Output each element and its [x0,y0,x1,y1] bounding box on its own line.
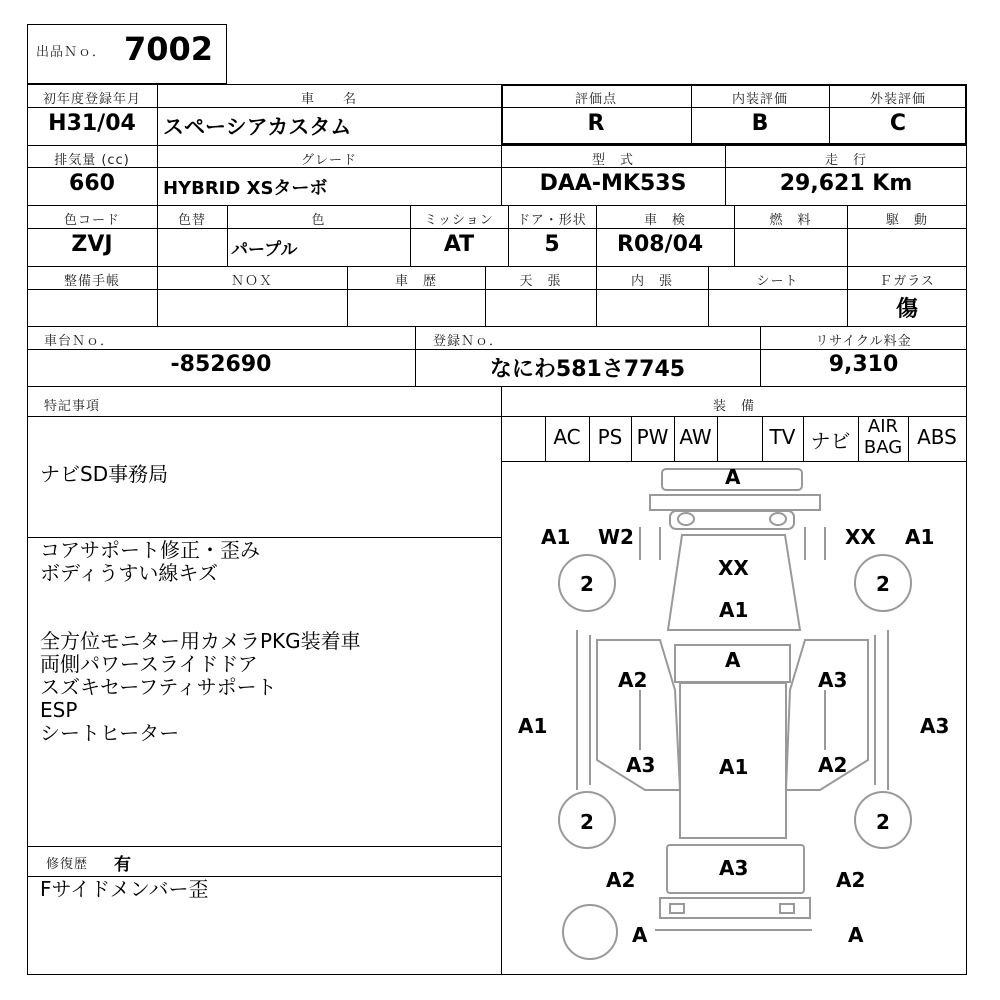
equipment-label: 装 備 [712,399,755,414]
notes-line: 両側パワースライドドア [40,652,258,676]
grade-value: HYBRID XSターボ [163,178,328,199]
damage-fl-a1: A1 [541,525,571,549]
car-history-label: 車 歴 [394,274,437,289]
equip-item: PS [597,425,623,449]
notes-line: スズキセーフティサポート [40,675,277,699]
inspection-label: 車 検 [643,213,686,228]
color-code-value: ZVJ [71,232,113,257]
car-diagram [501,462,967,974]
damage-fl-w2: W2 [598,525,634,549]
notes-line: コアサポート修正・歪み [40,538,260,562]
color-code-label: 色コード [63,213,120,228]
equip-item: AW [679,425,712,449]
front-glass-value: 傷 [895,297,918,322]
tire-rl: 2 [580,810,594,834]
color-change-label: 色替 [177,213,206,228]
first-reg-value: H31/04 [48,111,136,136]
damage-hood-xx: XX [718,556,749,580]
notes-line: 全方位モニター用カメラPKG装着車 [40,629,361,653]
repair-detail: Fサイドメンバー歪 [40,877,209,901]
tire-rr: 2 [876,810,890,834]
mileage-value: 29,621 Km [779,171,913,196]
plate-label: 登録Ｎｏ． [433,334,504,349]
inspection-value: R08/04 [617,232,704,257]
equip-item: AC [553,425,581,449]
damage-rear-right: A [848,923,864,947]
damage-fr-xx: XX [845,525,876,549]
recycle-label: リサイクル料金 [815,334,912,349]
displacement-label: 排気量 (cc) [54,153,130,168]
drive-label: 駆 動 [885,213,928,228]
equip-item: TV [769,425,796,449]
lot-number: 7002 [124,30,214,68]
chassis-value: -852690 [170,352,272,377]
lot-label: 出品Ｎｏ． [36,45,107,60]
score-value: R [587,111,605,136]
damage-left-a3: A3 [626,753,656,777]
plate-value: なにわ581さ7745 [489,357,686,382]
damage-right-a2: A2 [818,753,848,777]
damage-left-side: A1 [518,714,548,738]
color-value: パープル [231,240,298,260]
displacement-value: 660 [69,171,115,196]
damage-front: A [725,465,741,489]
door-label: ドア・形状 [517,213,587,228]
equip-item-airbag: AIR BAG [863,416,903,458]
damage-left-a2: A2 [618,668,648,692]
fuel-label: 燃 料 [769,213,812,228]
recycle-value: 9,310 [828,352,899,377]
door-value: 5 [544,232,560,257]
repair-history-label: 修復歴 [46,857,89,872]
damage-fr-a1: A1 [905,525,935,549]
first-reg-label: 初年度登録年月 [42,92,141,107]
mission-value: AT [443,232,475,257]
inner-lining-label: 内 張 [630,274,673,289]
mission-label: ミッション [424,213,494,228]
damage-rr-a2: A2 [836,868,866,892]
damage-rear-a3: A3 [719,856,749,880]
damage-right-side: A3 [920,714,950,738]
mileage-label: 走 行 [824,153,867,168]
notes-line: ESP [40,698,78,722]
interior-label: 内装評価 [731,92,788,107]
equip-item: ナビ [810,429,851,453]
color-label: 色 [311,213,326,228]
score-label: 評価点 [574,92,617,107]
damage-rl-a2: A2 [606,868,636,892]
damage-rear-left: A [632,923,648,947]
grade-label: グレード [300,153,357,168]
equip-item: PW [636,425,669,449]
damage-right-a3: A3 [818,668,848,692]
equip-item: ABS [917,425,957,449]
damage-hood-a1: A1 [719,598,749,622]
chassis-label: 車台Ｎｏ． [44,334,115,349]
damage-roof: A1 [719,755,749,779]
notes-line-1: ナビSD事務局 [40,462,169,486]
car-name-label: 車 名 [300,92,357,107]
car-name-value: スペーシアカスタム [163,115,352,139]
repair-history-value: 有 [114,855,131,875]
interior-value: B [751,111,769,136]
nox-label: ＮＯＸ [230,274,273,289]
model-label: 型 式 [591,153,634,168]
notes-label: 特記事項 [44,399,101,414]
exterior-value: C [889,111,907,136]
damage-roof-front: A [725,648,741,672]
notes-line: ボディうすい線キズ [40,561,218,585]
seat-label: シート [756,274,799,289]
model-value: DAA-MK53S [539,171,687,196]
notes-line: シートヒーター [40,721,180,745]
tire-fr: 2 [876,572,890,596]
exterior-label: 外装評価 [869,92,926,107]
service-book-label: 整備手帳 [63,274,120,289]
tire-fl: 2 [580,572,594,596]
roof-lining-label: 天 張 [519,274,562,289]
front-glass-label: Ｆガラス [879,274,935,289]
